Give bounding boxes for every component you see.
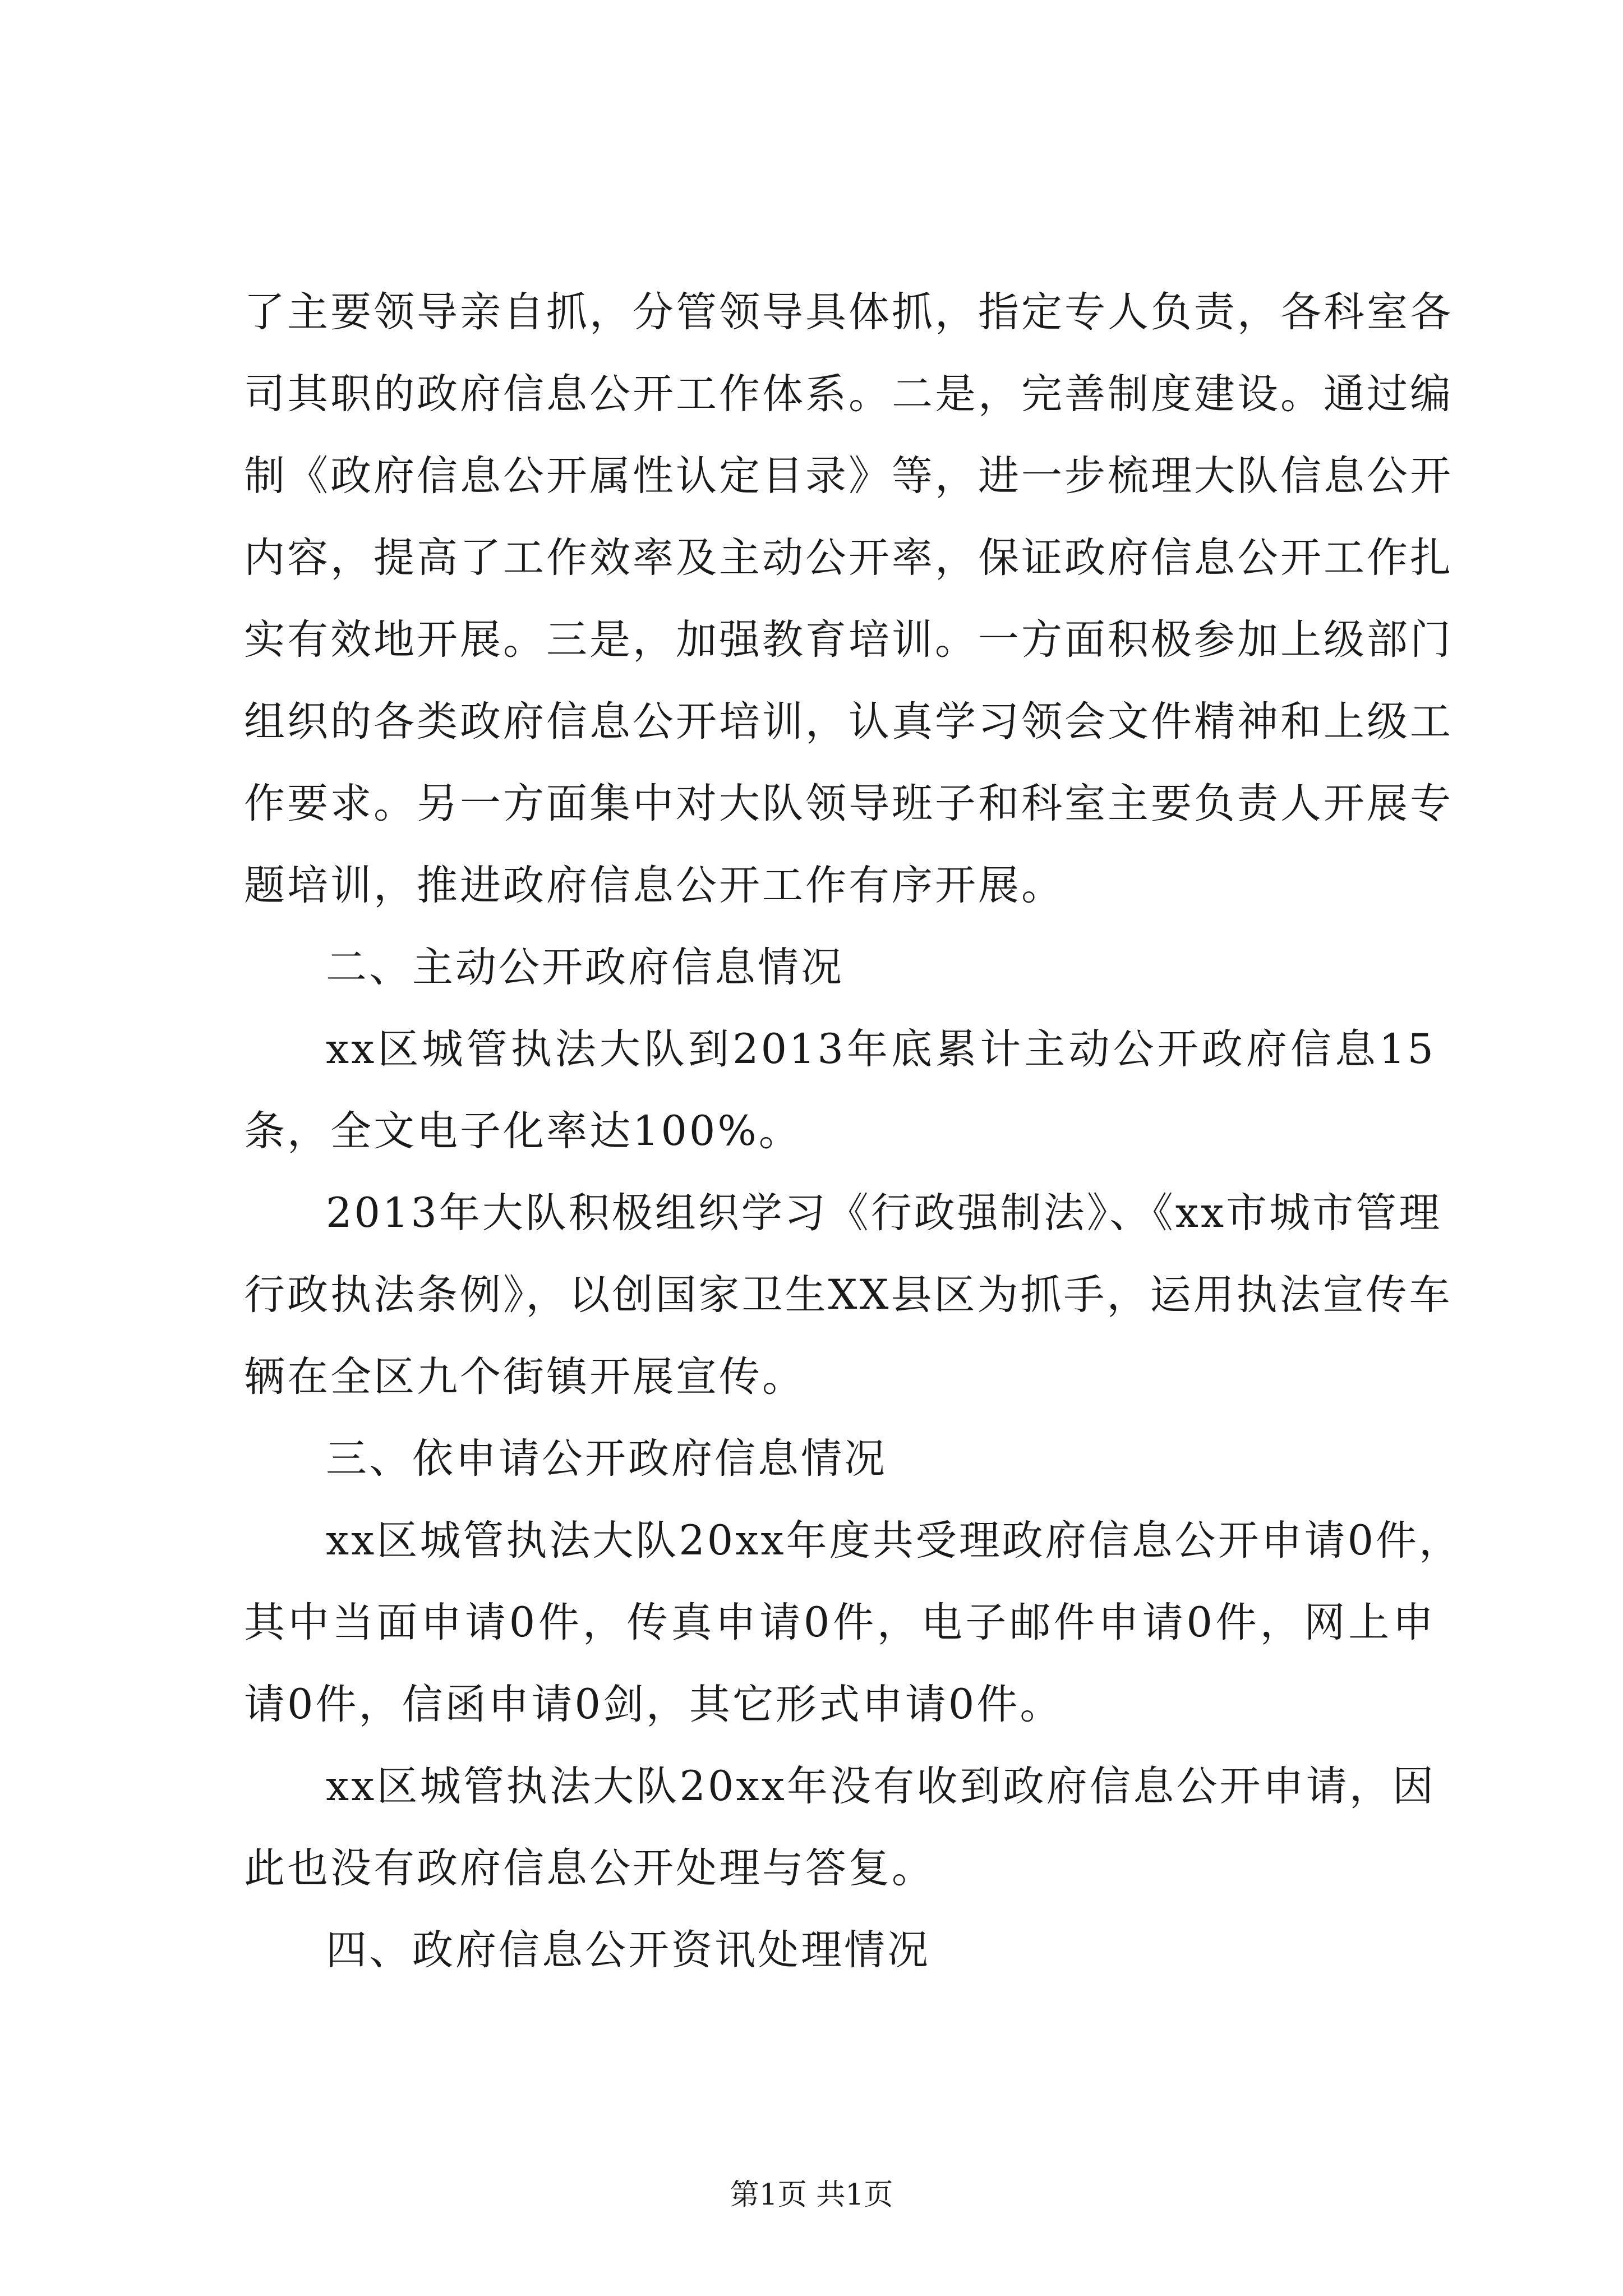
- section-heading: 二、主动公开政府信息情况: [326, 944, 844, 991]
- body-text-line: 作要求。另一方面集中对大队领导班子和科室主要负责人开展专: [244, 780, 1453, 827]
- body-text-line: 了主要领导亲自抓，分管领导具体抓，指定专人负责，各科室各: [244, 288, 1453, 336]
- body-text-line: 辆在全区九个街镇开展宣传。: [244, 1353, 805, 1401]
- body-text-line: 制《政府信息公开属性认定目录》等，进一步梳理大队信息公开: [244, 452, 1453, 500]
- body-text-line: 此也没有政府信息公开处理与答复。: [244, 1844, 935, 1892]
- section-heading: 四、政府信息公开资讯处理情况: [326, 1926, 930, 1974]
- page-footer: 第1页 共1页: [730, 2178, 893, 2212]
- body-text-line: 条，全文电子化率达100%。: [244, 1107, 802, 1155]
- body-text-line: 组织的各类政府信息公开培训，认真学习领会文件精神和上级工: [244, 698, 1453, 746]
- section-heading: 三、依申请公开政府信息情况: [326, 1435, 887, 1483]
- body-text-line: 2013年大队积极组织学习《行政强制法》、《xx市城市管理: [326, 1189, 1442, 1237]
- body-text-line: 请0件，信函申请0剑，其它形式申请0件。: [244, 1681, 1063, 1728]
- body-text-line: xx区城管执法大队20xx年度共受理政府信息公开申请0件，: [326, 1517, 1463, 1565]
- body-text-line: 其中当面申请0件，传真申请0件，电子邮件申请0件，网上申: [244, 1599, 1436, 1646]
- body-text-line: xx区城管执法大队20xx年没有收到政府信息公开申请，因: [326, 1763, 1436, 1810]
- body-text-line: 行政执法条例》，以创国家卫生XX县区为抓手，运用执法宣传车: [244, 1271, 1453, 1319]
- body-text-line: 内容，提高了工作效率及主动公开率，保证政府信息公开工作扎: [244, 534, 1453, 582]
- body-text-line: 实有效地开展。三是，加强教育培训。一方面积极参加上级部门: [244, 616, 1453, 664]
- body-text-line: 司其职的政府信息公开工作体系。二是，完善制度建设。通过编: [244, 370, 1453, 418]
- body-text-line: xx区城管执法大队到2013年底累计主动公开政府信息15: [326, 1025, 1436, 1073]
- body-text-line: 题培训，推进政府信息公开工作有序开展。: [244, 862, 1064, 909]
